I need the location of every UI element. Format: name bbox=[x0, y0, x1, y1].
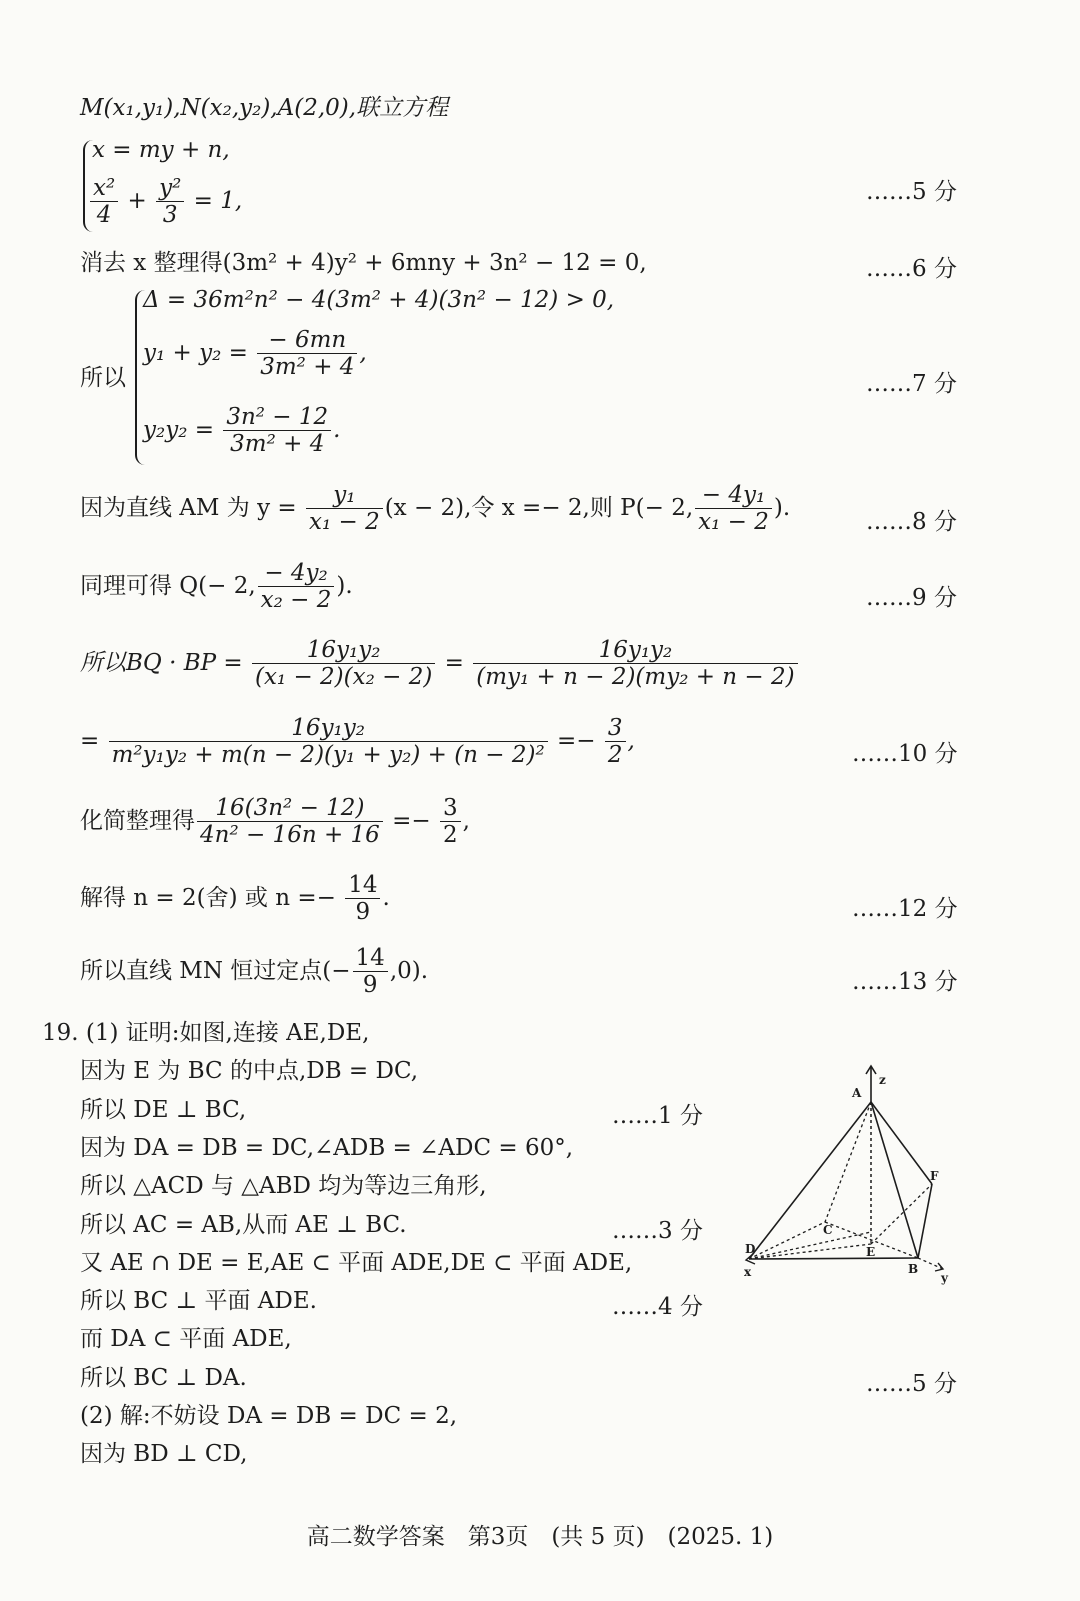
fraction-dot-2: $\frac{\text{16y₁y₂}}{\text{(my₁ + n − 2)(my₂ + n − 2)}}$ bbox=[473, 637, 797, 691]
question-19-title: 19. (1) 证明:如图,连接 AE,DE, bbox=[42, 1020, 370, 1046]
score-6: ……6 分 bbox=[866, 256, 957, 282]
score-8: ……8 分 bbox=[866, 509, 957, 535]
fraction-expanded: $\frac{\text{16y₁y₂}}{\text{m²y₁y₂ + m(n − 2)(y₁ + y₂) + (n − 2)²}}$ bbox=[109, 715, 548, 769]
line-equals: = $\frac{\text{16y₁y₂}}{\text{m²y₁y₂ + m(n − 2)(y₁ + y₂) + (n − 2)²}}$ =− $\frac{3}{2}$ , bbox=[80, 715, 635, 769]
sum-line: y₁ + y₂ = $\frac{- 6mn}{\text{3m² + 4}}$ , bbox=[143, 327, 367, 381]
label-F: F bbox=[930, 1169, 939, 1183]
line-points: M(x₁,y₁),N(x₂,y₂),A(2,0),联立方程 bbox=[80, 95, 449, 121]
proof-line-11: 因为 BD ⊥ CD, bbox=[80, 1441, 248, 1467]
proof-line-1: 因为 E 为 BC 的中点,DB = DC, bbox=[80, 1058, 419, 1084]
edge-AF bbox=[871, 1102, 932, 1184]
label-D: D bbox=[745, 1242, 756, 1256]
fraction-fourteen-ninths: $\frac{14}{9}$ bbox=[345, 872, 380, 926]
edge-AB bbox=[871, 1102, 918, 1258]
fraction-three-halves: $\frac{3}{2}$ bbox=[440, 795, 461, 849]
edge-AD bbox=[749, 1102, 871, 1259]
label-C: C bbox=[823, 1223, 833, 1237]
line-q: 同理可得 Q(− 2, $\frac{\text{− 4y₂}}{\text{x₂ − 2}}$ ). bbox=[80, 560, 353, 614]
proof-line-3: 因为 DA = DB = DC,∠ADB = ∠ADC = 60°, bbox=[80, 1135, 574, 1161]
edge-FB bbox=[918, 1184, 932, 1258]
system-line-2: $\frac{\text{x²}}{4}$ + $\frac{\text{y²}}{3}$ = 1, bbox=[88, 175, 242, 229]
label-A: A bbox=[852, 1086, 862, 1100]
proof-line-2: 所以 DE ⊥ BC, bbox=[80, 1097, 247, 1123]
score-4: ……4 分 bbox=[612, 1294, 703, 1320]
fraction-fixed-point: $\frac{14}{9}$ bbox=[353, 945, 388, 999]
edge-DB bbox=[749, 1258, 918, 1259]
score-7: ……7 分 bbox=[866, 371, 957, 397]
label-E: E bbox=[866, 1245, 876, 1259]
score-5b: ……5 分 bbox=[866, 1371, 957, 1397]
fraction-p-y: $\frac{\text{− 4y₁}}{\text{x₁ − 2}}$ bbox=[695, 482, 772, 536]
line-simplify: 化简整理得 $\frac{\text{16(3n² − 12)}}{\text{4n² − 16n + 16}}$ =− $\frac{3}{2}$ , bbox=[80, 795, 470, 849]
proof-line-6: 又 AE ∩ DE = E,AE ⊂ 平面 ADE,DE ⊂ 平面 ADE, bbox=[80, 1250, 633, 1276]
proof-line-4: 所以 △ACD 与 △ABD 均为等边三角形, bbox=[80, 1173, 487, 1199]
y-arrow bbox=[935, 1263, 943, 1271]
fraction-am-slope: $\frac{\text{y₁}}{\text{x₁ − 2}}$ bbox=[306, 482, 383, 536]
line-solve: 解得 n = 2(舍) 或 n =− $\frac{14}{9}$ . bbox=[80, 872, 390, 926]
proof-line-10: (2) 解:不妨设 DA = DB = DC = 2, bbox=[80, 1403, 458, 1429]
score-1: ……1 分 bbox=[612, 1103, 703, 1129]
line-eliminate: 消去 x 整理得(3m² + 4)y² + 6mny + 3n² − 12 = 0, bbox=[80, 250, 647, 276]
proof-line-8: 而 DA ⊂ 平面 ADE, bbox=[80, 1326, 292, 1352]
fraction-sum: $\frac{- 6mn}{\text{3m² + 4}}$ bbox=[257, 327, 357, 381]
proof-line-5: 所以 AC = AB,从而 AE ⊥ BC. bbox=[80, 1212, 407, 1238]
score-5: ……5 分 bbox=[866, 179, 957, 205]
edge-DE bbox=[749, 1244, 871, 1259]
fraction-y2-3: $\frac{\text{y²}}{3}$ bbox=[156, 175, 184, 229]
score-13: ……13 分 bbox=[852, 969, 958, 995]
edge-DC bbox=[749, 1222, 825, 1259]
fraction-simplified: $\frac{\text{16(3n² − 12)}}{\text{4n² − 16n + 16}}$ bbox=[197, 795, 383, 849]
proof-line-9: 所以 BC ⊥ DA. bbox=[80, 1365, 247, 1391]
score-10: ……10 分 bbox=[852, 741, 958, 767]
line-am: 因为直线 AM 为 y = $\frac{\text{y₁}}{\text{x₁ − 2}}$ (x − 2),令 x =− 2,则 P(− 2, $\frac{\text{− 4y₁}}{\text{x₁ − 2}}$ ). bbox=[80, 482, 791, 536]
label-y: y bbox=[941, 1271, 948, 1285]
label-x: x bbox=[744, 1265, 752, 1279]
label-so: 所以 bbox=[80, 365, 126, 391]
score-9: ……9 分 bbox=[866, 585, 957, 611]
score-12: ……12 分 bbox=[852, 896, 958, 922]
line-dot-product: 所以BQ · BP = $\frac{\text{16y₁y₂}}{\text{(x₁ − 2)(x₂ − 2)}}$ = $\frac{\text{16y₁y₂}}{\text{(my₁ + n − 2)(my₂ + n − 2)}}$ bbox=[80, 637, 800, 691]
product-line: y₂y₂ = $\frac{\text{3n² − 12}}{\text{3m² + 4}}$ . bbox=[143, 404, 341, 458]
label-z: z bbox=[879, 1073, 886, 1087]
line-fixed-point: 所以直线 MN 恒过定点(− $\frac{14}{9}$ ,0). bbox=[80, 945, 429, 999]
page-footer: 高二数学答案 第3页 (共 5 页) (2025. 1) bbox=[306, 1524, 774, 1550]
label-B: B bbox=[908, 1262, 919, 1276]
proof-line-7: 所以 BC ⊥ 平面 ADE. bbox=[80, 1288, 317, 1314]
system-line-1: x = my + n, bbox=[92, 137, 230, 163]
score-3: ……3 分 bbox=[612, 1218, 703, 1244]
fraction-x2-4: $\frac{\text{x²}}{4}$ bbox=[90, 175, 118, 229]
tetrahedron-figure bbox=[745, 1062, 965, 1287]
edge-AC bbox=[825, 1102, 871, 1222]
fraction-product: $\frac{\text{3n² − 12}}{\text{3m² + 4}}$ bbox=[223, 404, 331, 458]
fraction-q-y: $\frac{\text{− 4y₂}}{\text{x₂ − 2}}$ bbox=[258, 560, 335, 614]
fraction-minus-three-halves: $\frac{3}{2}$ bbox=[605, 715, 626, 769]
delta-line: Δ = 36m²n² − 4(3m² + 4)(3n² − 12) > 0, bbox=[143, 287, 615, 313]
fraction-dot-1: $\frac{\text{16y₁y₂}}{\text{(x₁ − 2)(x₂ − 2)}}$ bbox=[252, 637, 435, 691]
